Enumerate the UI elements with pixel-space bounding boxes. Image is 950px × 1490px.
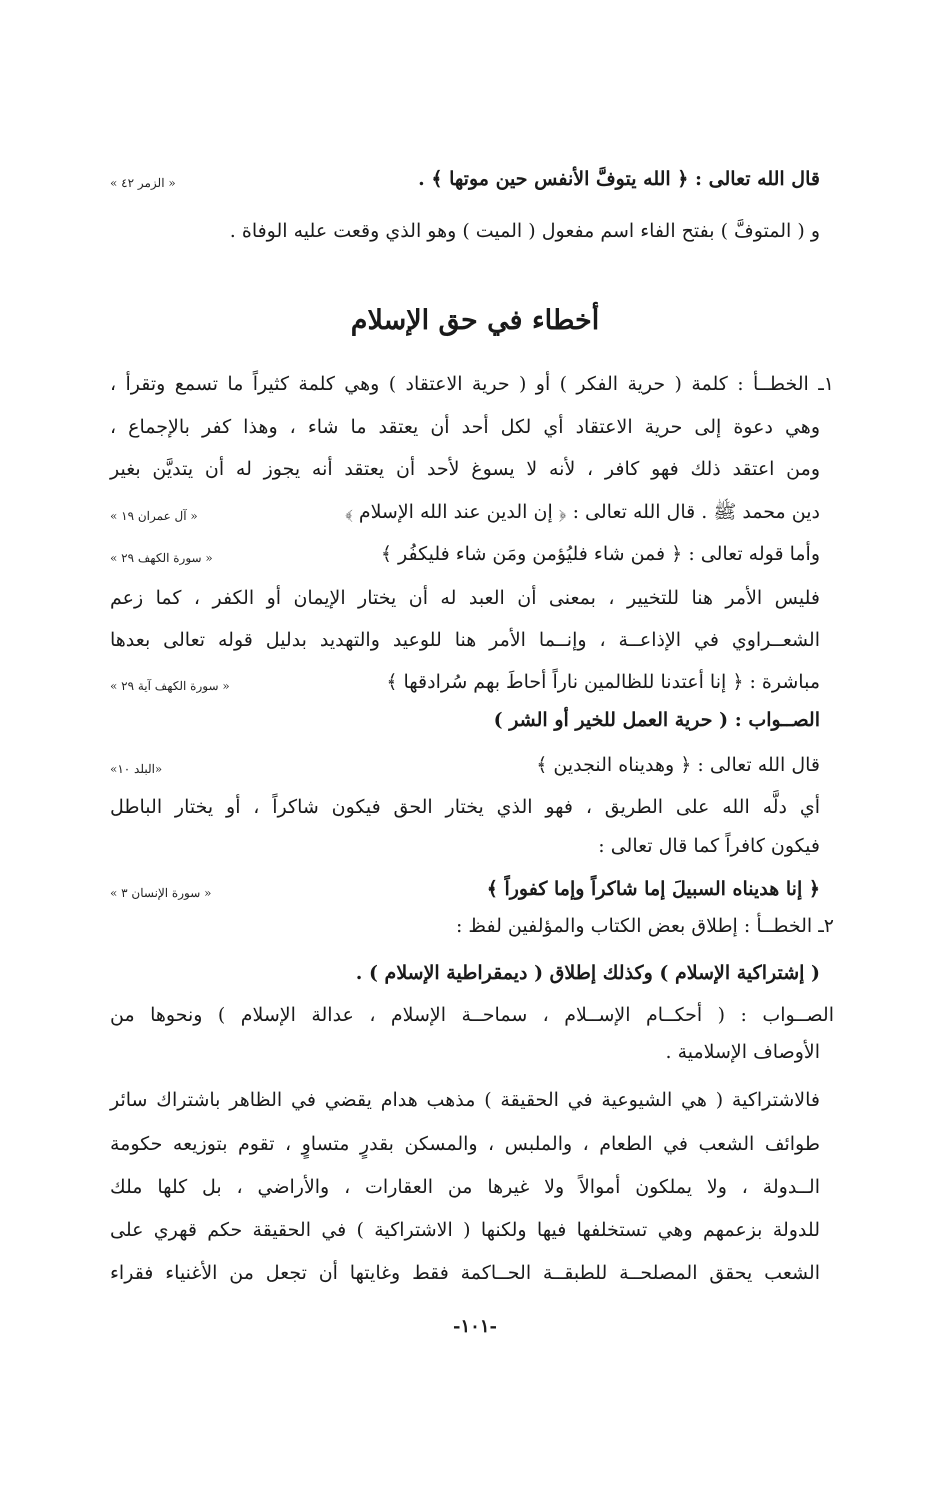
verse-reference-kahf: « سورة الكهف ٢٩ » <box>110 551 213 565</box>
text-line: الشعب يحقق المصلحــة للطبقــة الحــاكمة فقط وغايتها أن تجعل من الأغنياء فقراء <box>110 1262 821 1284</box>
text-line: الأوصاف الإسلامية . <box>665 1041 820 1063</box>
text-line: الشعــراوي في الإذاعــة ، وإنــما الأمر هنا للوعيد والتهديد بدليل قوله تعالى بعدها <box>110 629 820 651</box>
error-1-heading-line: ١ـ الخطــأ : كلمة ( حرية الفكر ) أو ( حرية الاعتقاد ) وهي كلمة كثيراً ما تسمع وتقرأ ، <box>110 373 834 395</box>
text-line: فالاشتراكية ( هي الشيوعية في الحقيقة ) مذهب هدام يقضي في الظاهر باشتراك سائر <box>110 1089 820 1111</box>
verse-reference-balad: «البلد ١٠» <box>110 762 163 776</box>
verse-line-balad: قال الله تعالى : ﴿ وهديناه النجدين ﴾ <box>536 754 820 776</box>
text-line: و ( المتوفَّ ) بفتح الفاء اسم مفعول ( الميت ) وهو الذي وقعت عليه الوفاة . <box>229 220 820 242</box>
verse-reference-kahf-aya: « سورة الكهف آية ٢٩ » <box>110 679 230 693</box>
text-line: ومن اعتقد ذلك فهو كافر ، لأنه لا يسوغ لأحد أن يعتقد أنه يجوز له أن يتديَّن بغير <box>110 458 820 480</box>
section-title: أخطاء في حق الإسلام <box>350 305 600 336</box>
text-line: فيكون كافراً كما قال تعالى : <box>598 835 820 857</box>
verse-line-kahf: وأما قوله تعالى : ﴿ فمن شاء فليُؤمن ومَن شاء فليكفُر ﴾ <box>380 543 820 565</box>
text-line: للدولة بزعمهم وهي تستخلفها فيها ولكنها ( الاشتراكية ) في الحقيقة حكم قهري على <box>110 1219 820 1241</box>
text-line: طوائف الشعب في الطعام ، والملبس ، والمسكن بقدرٍ متساوٍ ، تقوم بتوزيعه حكومة <box>110 1133 820 1155</box>
error-2-heading-line: ٢ـ الخطــأ : إطلاق بعض الكتاب والمؤلفين لفظ : <box>455 915 834 937</box>
correct-1-heading-line: الصــواب : ( حرية العمل للخير أو الشر ) <box>493 709 820 731</box>
verse-line-zumar: قال الله تعالى : ﴿ الله يتوفَّ الأنفس حين موتها ﴾ . <box>418 168 820 190</box>
page-number: -١٠١- <box>453 1316 497 1337</box>
verse-reference-zumar: « الزمر ٤٢ » <box>110 176 176 190</box>
text-line: الــدولة ، ولا يملكون أموالاً ولا غيرها من العقارات ، والأراضي ، بل كلها ملك <box>110 1176 820 1198</box>
verse-reference-ali-imran: « آل عمران ١٩ » <box>110 509 198 523</box>
text-line: أي دلَّه الله على الطريق ، فهو الذي يختار الحق فيكون شاكراً ، أو يختار الباطل <box>110 796 820 818</box>
correct-2-heading-line: الصــواب : ( أحكــام الإســلام ، سماحــة الإسلام ، عدالة الإسلام ) ونحوها من <box>110 1004 834 1026</box>
verse-reference-insan: « سورة الإنسان ٣ » <box>110 886 212 900</box>
verse-line-ali-imran: دين محمد ﷺ . قال الله تعالى : ﴿ إن الدين عند الله الإسلام ﴾ <box>344 501 820 523</box>
verse-line-insan: ﴿ إنا هديناه السبيلَ إما شاكراً وإما كفوراً ﴾ <box>486 878 820 900</box>
text-line: وهي دعوة إلى حرية الاعتقاد أي لكل أحد أن يعتقد ما شاء ، وهذا كفر بالإجماع ، <box>110 416 820 438</box>
verse-line-kahf-aya: مباشرة : ﴿ إنا أعتدنا للظالمين ناراً أحاطَ بهم سُرادقها ﴾ <box>386 671 820 693</box>
text-line: فليس الأمر هنا للتخيير ، بمعنى أن العبد له أن يختار الإيمان أو الكفر ، كما زعم <box>110 587 820 609</box>
text-line: ( إشتراكية الإسلام ) وكذلك إطلاق ( ديمقراطية الإسلام ) . <box>355 962 820 984</box>
